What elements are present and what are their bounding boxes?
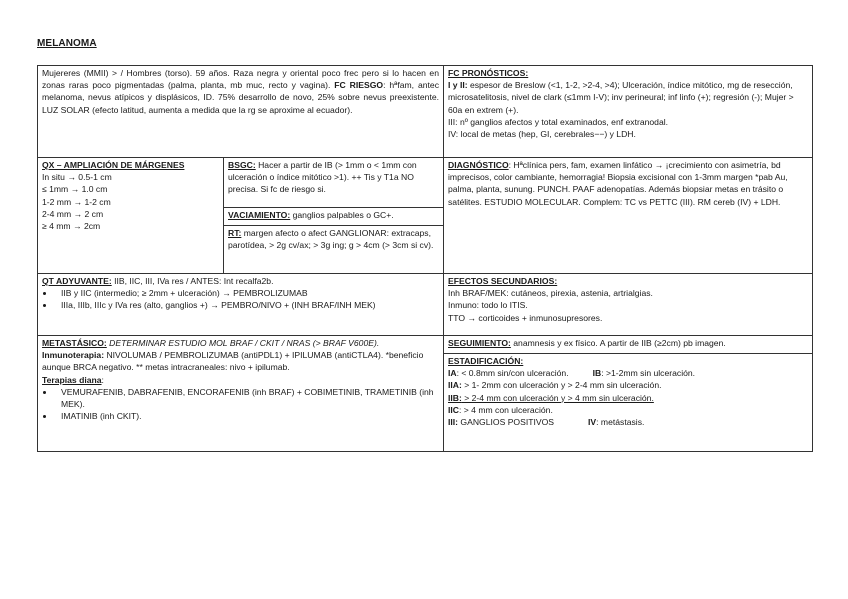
qx-line: ≥ 4 mm → 2cm [42, 221, 101, 232]
efectos-line: TTO → corticoides + inmunosupresores. [448, 312, 603, 323]
efectos-cell [444, 274, 813, 336]
stage-iib: IIB: > 2-4 mm con ulceración y > 4 mm sin ulceración. [448, 392, 654, 403]
diagnostico-cell [444, 158, 813, 274]
stage-iii-text: GANGLIOS POSITIVOS [458, 417, 555, 428]
metastasico-title: METASTÁSICO: [42, 338, 107, 348]
fc-pronosticos-title: FC PRONÓSTICOS: [448, 68, 529, 78]
terapias-diana-colon: : [101, 374, 104, 385]
seguimiento-cell [444, 336, 813, 354]
qt-adyuvante-title: QT ADYUVANTE: [42, 276, 112, 286]
estadificacion-cell [444, 354, 813, 452]
rt-text: margen afecto o afect GANGLIONAR: extracaps, parotídea, > 2g cv/ax; > 3g ing; g > 4cm (> 3cm si cv). [228, 228, 434, 251]
vaciamiento-label: VACIAMIENTO: [228, 210, 291, 220]
list-item: • VEMURAFENIB, DABRAFENIB, ENCORAFENIB (inh BRAF) + COBIMETINIB, TRAMETINIB (inh MEK). [55, 386, 439, 410]
list-item: • IMATINIB (inh CKIT). [55, 410, 439, 422]
stage-iv-label: IV [588, 417, 597, 428]
page-title: MELANOMA [37, 38, 97, 49]
stage-iii-label: III: [448, 417, 459, 428]
qx-title: QX – AMPLIACIÓN DE MÁRGENES [42, 160, 185, 170]
stage-ib-text: : >1-2mm sin ulceración. [601, 368, 696, 379]
qx-line: ≤ 1mm → 1.0 cm [42, 184, 108, 195]
estadificacion-row-ia-ib [448, 367, 808, 379]
qx-line: 2-4 mm → 2 cm [42, 208, 104, 219]
metastasico-cell [38, 336, 444, 452]
stage-ib-label: IB [592, 368, 602, 379]
fc-pronosticos-cell [444, 66, 813, 158]
stage-iv-text: : metástasis. [596, 417, 645, 428]
inmunoterapia-label: Inmunoterapia: [42, 350, 105, 361]
bsgc-cell [224, 158, 444, 208]
list-item: • IIIa, IIIb, IIIc y IVa res (alto, ganglios +) → PEMBRO/NIVO + (INH BRAF/INH MEK) [55, 299, 439, 311]
stage-iia: IIA: > 1- 2mm con ulceración y > 2-4 mm sin ulceración. [448, 380, 662, 391]
fc-pronosticos-line: I y II: espesor de Breslow (<1, 1-2, >2-4, >4); Ulceración, índice mitótico, mg de resección, microsatelitosis, nivel de clark (≤1mm I-V); inv perineural; inf linfo (+); regresión (-); Mujer > 60a en extrem (+). [448, 80, 794, 115]
stage-ia-text: : < 0.8mm sin/con ulceración. [456, 368, 569, 379]
estadificacion-title: ESTADIFICACIÓN: [448, 356, 524, 366]
metastasico-subtitle: DETERMINAR ESTUDIO MOL BRAF / CKIT / NRAS (> BRAF V600E). [106, 338, 380, 348]
rt-label: RT: [228, 228, 242, 238]
inmunoterapia-text: NIVOLUMAB / PEMBROLIZUMAB (antiPDL1) + IPILUMAB (antiCTLA4). *beneficio aunque BRCA negativo. ** metas intracraneales: nivo + ipilumab. [42, 350, 424, 373]
qx-line: 1-2 mm → 1-2 cm [42, 196, 111, 207]
terapias-diana-list [42, 386, 439, 423]
bsgc-text: Hacer a partir de IB (> 1mm o < 1mm con ulceración o índice mitótico >1). ++ Tis y T1a NO precisa. Si fc de riesgo si. [228, 160, 417, 195]
list-item: • IIB y IIC (intermedio; ≥ 2mm + ulceración) → PEMBROLIZUMAB [55, 287, 439, 299]
terapias-diana-label: Terapias diana [42, 374, 102, 385]
efectos-title: EFECTOS SECUNDARIOS: [448, 276, 558, 286]
diagnostico-text: : Hªclínica pers, fam, examen linfático → ¡crecimiento con asimetría, bd imprecisos, color cambiante, hemorragia! Biopsia excisional con 1-3mm margen *pab Au, palma, planta, sunung. PUNCH. PAAF adenopatías. Además biopsiar metas en trásito o satélites. ESTUDIO MOLECULAR. Complem: TC vs PETTC (III). RM cereb (IV) + LDH. [448, 160, 788, 207]
stage-ia-label: IA [448, 368, 457, 379]
qt-adyuvante-list [42, 287, 439, 311]
intro-text-b: : hªfam, antec melanoma, nevus atípicos y displásicos, ID. 75% desarrollo de novo, 25% sobre nevus preexistente. LUZ SOLAR (efecto latitud, aumenta a medida que la rg se aproxime al ecuador). [42, 80, 439, 115]
melanoma-summary-table [37, 65, 813, 452]
seguimiento-text: anamnesis y ex físico. A partir de IIB (≥2cm) pb imagen. [510, 338, 726, 348]
vaciamiento-cell [224, 208, 444, 226]
qt-adyuvante-text: IIB, IIC, III, IVa res / ANTES: Int recalfa2b. [111, 276, 274, 286]
seguimiento-label: SEGUIMIENTO: [448, 338, 511, 348]
diagnostico-title: DIAGNÓSTICO [448, 160, 509, 170]
stage-iic: IIC: > 4 mm con ulceración. [448, 404, 553, 415]
qt-adyuvante-cell [38, 274, 444, 336]
fc-pronosticos-line: III: nº ganglios afectos y total examinados, enf extranodal. [448, 116, 669, 127]
qx-cell [38, 158, 224, 274]
rt-cell [224, 226, 444, 274]
fc-riesgo-label: FC RIESGO [334, 80, 384, 91]
estadificacion-row-iii-iv [448, 416, 808, 428]
intro-cell [38, 66, 444, 158]
bsgc-label: BSGC: [228, 160, 256, 170]
fc-pronosticos-line: IV: local de metas (hep, GI, cerebrales−−) y LDH. [448, 129, 636, 140]
vaciamiento-text: ganglios palpables o GC+. [290, 210, 394, 220]
efectos-line: Inh BRAF/MEK: cutáneos, pirexia, astenia, artrialgias. [448, 288, 653, 299]
qx-line: In situ → 0.5-1 cm [42, 172, 112, 183]
efectos-line: Inmuno: todo lo ITIS. [448, 300, 528, 311]
intro-text-a: Mujereres (MMII) > / Hombres (torso). 59 años. Raza negra y oriental poco frec pero si lo hacen en zonas raras poco pigmentadas (palma, planta, mb muc, recto y vagina). [42, 68, 439, 91]
